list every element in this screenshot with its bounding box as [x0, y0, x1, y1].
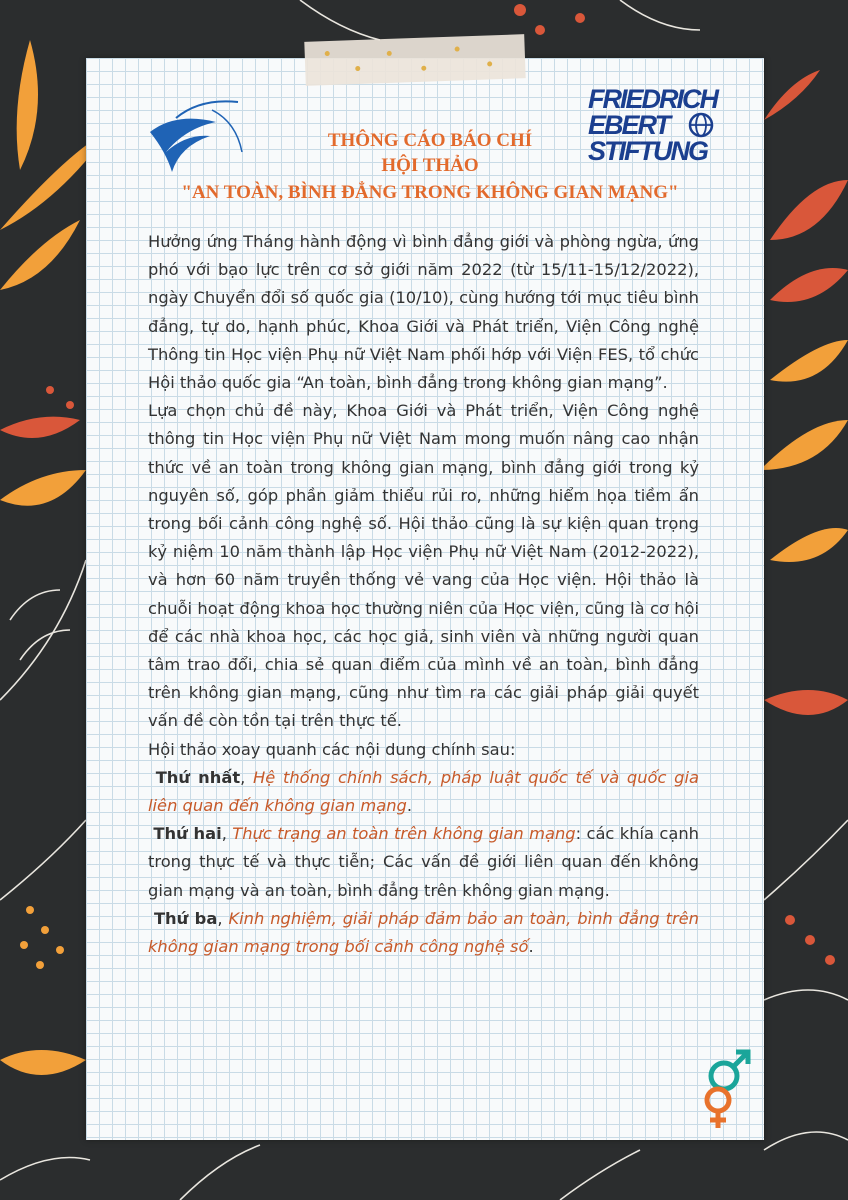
- title-line-1: THÔNG CÁO BÁO CHÍ: [327, 130, 533, 151]
- paragraph-intro: Hưởng ứng Tháng hành động vì bình đẳng giới và phòng ngừa, ứng phó với bạo lực trên cơ sở giới năm 2022 (từ 15/11-15/12/2022), ngày Chuyển đổi số quốc gia (10/10), cùng hướng tới mục tiêu bình đẳng, tự do, hạnh phúc, Khoa Giới và Phát triển, Viện Công nghệ Thông tin Học viện Phụ nữ Việt Nam phối hớp với Viện FES, tổ chức Hội thảo quốc gia “An toàn, bình đẳng trong không gian mạng”.: [148, 232, 699, 393]
- paragraph-purpose: Lựa chọn chủ đề này, Khoa Giới và Phát triển, Viện Công nghệ thông tin Học viện Phụ nữ Việt Nam mong muốn nâng cao nhận thức về an toàn trong không gian mạng, bình đẳng giới trong kỷ nguyên số, góp phần giảm thiểu rủi ro, những hiểm họa tiềm ẩn trong bối cảnh công nghệ số. Hội thảo cũng là sự kiện quan trọng kỷ niệm 10 năm thành lập Học viện Phụ nữ Việt Nam (2012-2022), và hơn 60 năm truyền thống vẻ vang của Học viện. Hội thảo là chuỗi hoạt động khoa học thường niên của Học viện, cũng là cơ hội để các nhà khoa học, các học giả, sinh viên và những người quan tâm trao đổi, chia sẻ quan điểm của mình về an toàn, bình đẳng trên không gian mạng, cũng như tìm ra các giải pháp giải quyết vấn đề còn tồn tại trên thực tế.: [148, 401, 699, 731]
- fes-logo-line-3: STIFTUNG: [588, 136, 707, 166]
- washi-tape: [304, 34, 525, 86]
- fes-logo-line-2: EBERT: [588, 110, 670, 140]
- title-line-2: HỘI THẢO: [381, 155, 479, 176]
- title-line-3: "AN TOÀN, BÌNH ĐẲNG TRONG KHÔNG GIAN MẠNG": [181, 182, 679, 203]
- topic-title: Hệ thống chính sách, pháp luật quốc tế và quốc gia liên quan đến không gian mạng: [148, 767, 699, 816]
- topic-item-1: Thứ nhất, Hệ thống chính sách, pháp luật quốc tế và quốc gia liên quan đến không gian mạng.: [148, 767, 699, 816]
- topic-label: Thứ nhất: [155, 767, 241, 787]
- paragraph-topics-intro: Hội thảo xoay quanh các nội dung chính sau:: [148, 739, 516, 759]
- topic-label: Thứ hai: [153, 824, 222, 844]
- fes-logo-line-1: FRIEDRICH: [588, 84, 717, 114]
- topic-item-3: Thứ ba, Kinh nghiệm, giải pháp đảm bảo an toàn, bình đẳng trên không gian mạng trong bối cảnh công nghệ số.: [148, 908, 699, 957]
- topic-item-2: Thứ hai, Thực trạng an toàn trên không gian mạng: các khía cạnh trong thực tế và thực tiễn; Các vấn đề giới liên quan đến không gian mạng và an toàn, bình đẳng trên không gian mạng.: [148, 824, 699, 900]
- press-release-body: [148, 228, 699, 961]
- topic-title: Thực trạng an toàn trên không gian mạng: [232, 824, 576, 844]
- topic-title: Kinh nghiệm, giải pháp đảm bảo an toàn, bình đẳng trên không gian mạng trong bối cảnh công nghệ số: [148, 908, 699, 957]
- gender-symbol-icon: [700, 1048, 756, 1130]
- topic-label: Thứ ba: [153, 908, 218, 928]
